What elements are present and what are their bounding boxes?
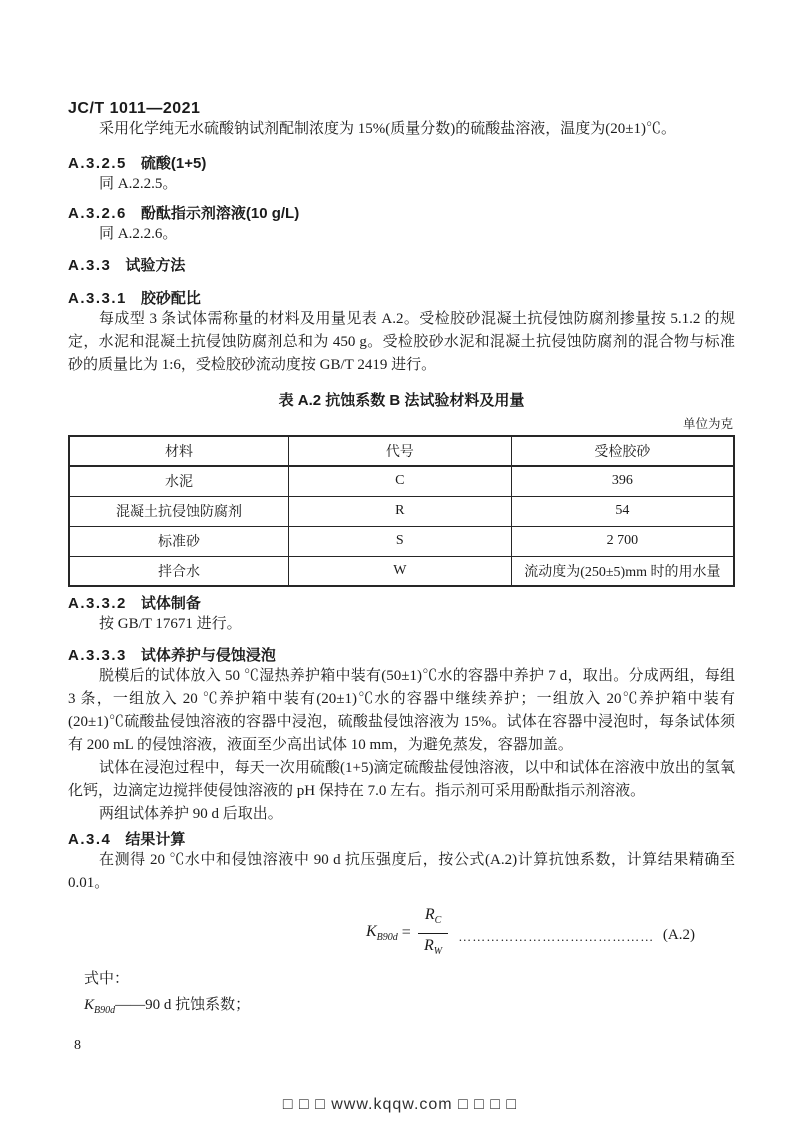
section-heading-a3-3 [68, 256, 735, 275]
cell-symbol: W [288, 556, 511, 586]
paragraph-sulfate-solution: 采用化学纯无水硫酸钠试剂配制浓度为 15%(质量分数)的硫酸盐溶液，温度为(20±1)℃。 [99, 121, 676, 137]
paragraph-a3-3-2: 按 GB/T 17671 进行。 [99, 616, 242, 632]
section-heading-a3-2-6 [68, 204, 735, 223]
section-number: A.3.3 [68, 257, 112, 274]
paragraph-a3-4: 在测得 20 ℃水中和侵蚀溶液中 90 d 抗压强度后，按公式(A.2)计算抗蚀系数，计算结果精确至 0.01。 [68, 852, 735, 891]
table-unit-note: 单位为克 [682, 417, 733, 431]
cell-amount: 396 [511, 466, 734, 496]
formula-fraction [418, 905, 448, 960]
section-number: A.3.3.2 [68, 595, 127, 612]
cell-symbol: C [288, 466, 511, 496]
section-title: 结果计算 [125, 831, 186, 848]
paragraph-titration: 试体在浸泡过程中，每天一次用硫酸(1+5)滴定硫酸盐侵蚀溶液，以中和试体在溶液中放出的氢氧化钙，边滴定边搅拌使侵蚀溶液的 pH 保持在 7.0 左右。指示剂可采用酚酞指示剂溶液。 [68, 760, 735, 799]
section-heading-a3-2-5 [68, 154, 735, 173]
table-a2 [68, 435, 735, 587]
section-number: A.3.3.1 [68, 290, 127, 307]
cell-material: 拌合水 [69, 556, 288, 586]
column-header-symbol: 代号 [288, 436, 511, 466]
table-row [69, 466, 734, 496]
section-title: 酚酞指示剂溶液(10 g/L) [140, 205, 300, 222]
section-number: A.3.2.5 [68, 155, 127, 172]
cell-material: 标准砂 [69, 526, 288, 556]
section-title: 试体养护与侵蚀浸泡 [140, 647, 276, 664]
section-number: A.3.2.6 [68, 205, 127, 222]
table-row [69, 556, 734, 586]
page-number: 8 [74, 1038, 81, 1053]
formula-a2 [68, 905, 735, 961]
equation-label: (A.2) [662, 926, 695, 943]
cell-amount: 流动度为(250±5)mm 时的用水量 [511, 556, 734, 586]
equals-sign: = [401, 924, 411, 941]
fraction-denominator: $R_W$ [423, 936, 443, 957]
table-header-row [69, 436, 734, 466]
cell-material: 水泥 [69, 466, 288, 496]
leader-dots: …………………………………… [458, 929, 655, 944]
where-term-description: ——90 d 抗蚀系数； [115, 997, 251, 1013]
cell-material: 混凝土抗侵蚀防腐剂 [69, 496, 288, 526]
paragraph-a3-2-6: 同 A.2.2.6。 [99, 226, 178, 242]
section-title: 硫酸(1+5) [140, 155, 207, 172]
section-title: 试体制备 [140, 595, 201, 612]
column-header-test-mortar: 受检胶砂 [511, 436, 734, 466]
paragraph-a3-3-1: 每成型 3 条试体需称量的材料及用量见表 A.2。受检胶砂混凝土抗侵蚀防腐剂掺量按 5.1.2 的规定，水泥和混凝土抗侵蚀防腐剂总和为 450 g。受检胶砂水泥和混凝土抗侵蚀防腐剂的混合物与标准砂的质量比为 1:6，受检胶砂流动度按 GB/T 2419 进行。 [68, 311, 735, 373]
where-term-kb90d: $K_{B90d}——90$ d 抗蚀系数； [84, 997, 251, 1016]
section-heading-a3-3-1 [68, 289, 735, 308]
section-number: A.3.3.3 [68, 647, 127, 664]
cell-symbol: R [288, 496, 511, 526]
table-a2-title: 表 A.2 抗蚀系数 B 法试验材料及用量 [278, 392, 525, 409]
fraction-numerator: $R_C$ [418, 905, 448, 933]
doc-number: JC/T 1011—2021 [68, 100, 201, 117]
cell-amount: 54 [511, 496, 734, 526]
section-title: 试验方法 [125, 257, 186, 274]
table-row [69, 496, 734, 526]
cell-symbol: S [288, 526, 511, 556]
column-header-material: 材料 [69, 436, 288, 466]
table-row [69, 526, 734, 556]
section-heading-a3-4 [68, 830, 735, 849]
section-heading-a3-3-3 [68, 646, 735, 665]
section-number: A.3.4 [68, 831, 112, 848]
where-intro: 式中： [84, 971, 130, 987]
paragraph-a3-2-5: 同 A.2.2.5。 [99, 176, 178, 192]
section-title: 胶砂配比 [140, 290, 201, 307]
formula-lhs: $K_{B90d}$ [366, 922, 398, 944]
section-heading-a3-3-2 [68, 594, 735, 613]
paragraph-removal: 两组试体养护 90 d 后取出。 [99, 806, 283, 822]
paragraph-curing: 脱模后的试体放入 50 ℃湿热养护箱中装有(50±1)℃水的容器中养护 7 d，取出。分成两组，每组 3 条，一组放入 20 ℃养护箱中装有(20±1)℃水的容器中继续养护；一组放入 20℃养护箱中装有(20±1)℃硫酸盐侵蚀溶液的容器中浸泡，硫酸盐侵蚀溶液为 15%。试体在容器中浸泡时，每条试体须有 200 mL 的侵蚀溶液，液面至少高出试体 10 mm，为避免蒸发，容器加盖。 [68, 668, 735, 753]
watermark-text: □ □ □ www.kqqw.com □ □ □ □ [282, 1096, 518, 1113]
cell-amount: 2 700 [511, 526, 734, 556]
